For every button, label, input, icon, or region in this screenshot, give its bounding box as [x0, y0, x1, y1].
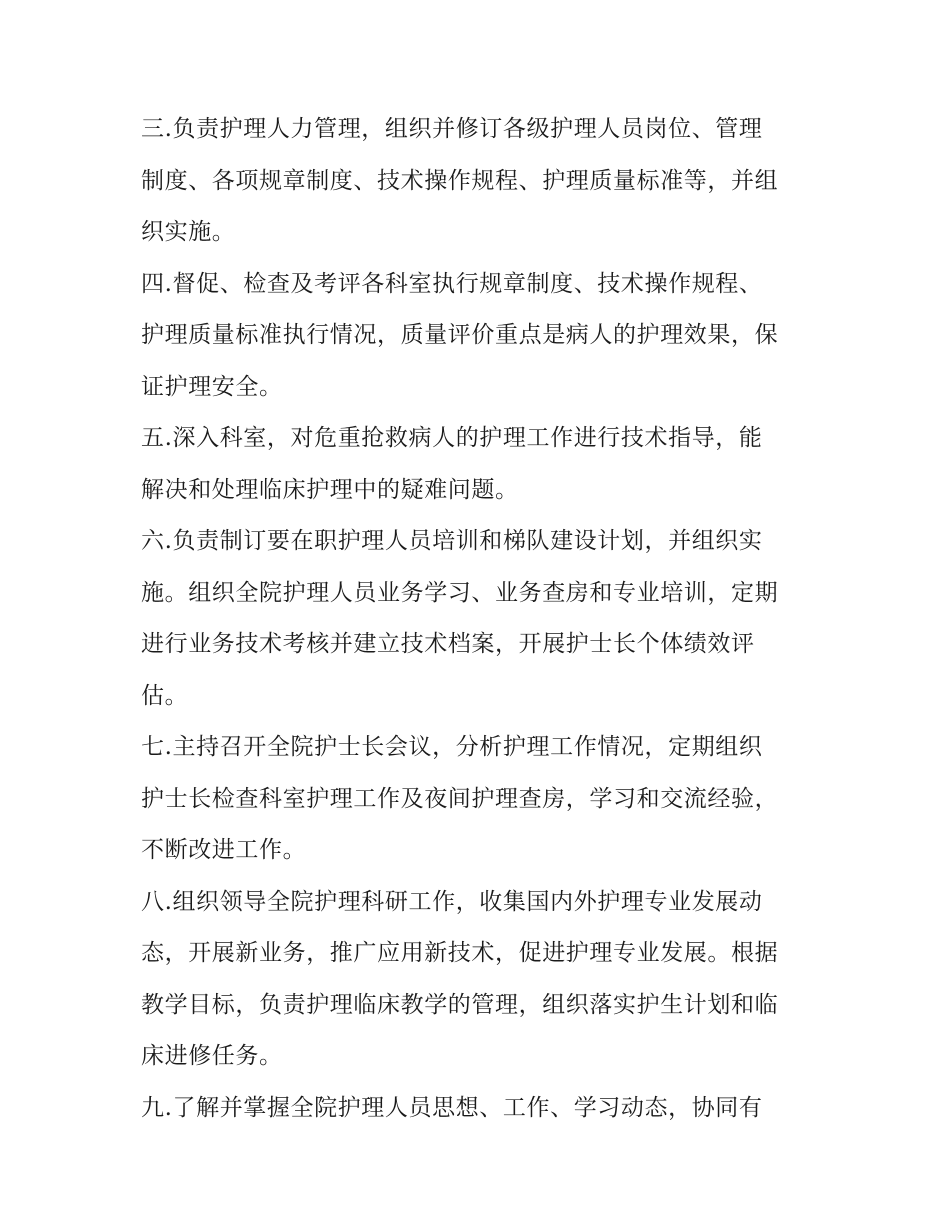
text-line: 护士长检查科室护理工作及夜间护理查房，学习和交流经验， [141, 785, 779, 812]
text-line: 织实施。 [141, 219, 236, 245]
text-line: 五.深入科室，对危重抢救病人的护理工作进行技术指导，能 [141, 425, 763, 451]
text-line: 施。组织全院护理人员业务学习、业务查房和专业培训，定期 [141, 579, 779, 606]
text-line: 四.督促、检查及考评各科室执行规章制度、技术操作规程、 [141, 270, 763, 297]
text-line: 解决和处理临床护理中的疑难问题。 [141, 476, 519, 503]
text-line: 八.组织领导全院护理科研工作，收集国内外护理专业发展动 [141, 888, 763, 915]
text-line: 制度、各项规章制度、技术操作规程、护理质量标准等，并组 [141, 167, 779, 194]
text-line: 教学目标，负责护理临床教学的管理，组织落实护生计划和临 [141, 991, 779, 1018]
text-line: 七.主持召开全院护士长会议，分析护理工作情况，定期组织 [141, 734, 763, 760]
text-line: 护理质量标准执行情况，质量评价重点是病人的护理效果，保 [141, 322, 779, 348]
text-line: 证护理安全。 [141, 373, 283, 400]
text-line: 估。 [141, 682, 189, 709]
text-line: 态，开展新业务，推广应用新技术，促进护理专业发展。根据 [141, 940, 779, 966]
text-line: 床进修任务。 [141, 1043, 283, 1069]
document-body [141, 104, 821, 1134]
text-line: 进行业务技术考核并建立技术档案，开展护士长个体绩效评 [141, 631, 755, 657]
text-line: 九.了解并掌握全院护理人员思想、工作、学习动态，协同有 [141, 1094, 763, 1121]
text-line: 不断改进工作。 [141, 837, 307, 863]
text-line: 六.负责制订要在职护理人员培训和梯队建设计划，并组织实 [141, 528, 763, 554]
text-line: 三.负责护理人力管理，组织并修订各级护理人员岗位、管理 [141, 116, 763, 142]
